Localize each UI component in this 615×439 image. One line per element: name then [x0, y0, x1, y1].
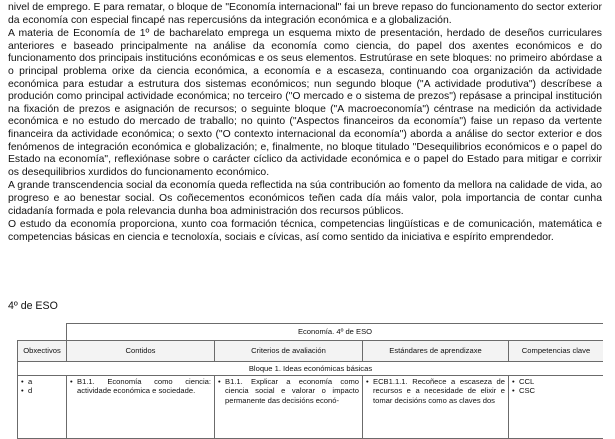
table-header-row — [18, 341, 604, 362]
competences-list — [512, 377, 600, 396]
block-title: Bloque 1. Ideas económicas básicas — [18, 362, 604, 376]
curriculum-table-wrapper — [17, 323, 603, 439]
criteria-list — [218, 377, 359, 405]
criteria-item: • B1.1. Explicar a economía como ciencia social e valorar o impacto permanente das decisións econó- — [218, 377, 359, 405]
header-competences: Competencias clave — [509, 341, 604, 362]
paragraph-bacharelato: A materia de Economía de 1º de bacharelato emprega un esquema mixto de presentación, herdado de deseños curriculares anteriores e baseado principalmente na análise da economía como ciencia, do papel dos axentes económicos e do funcionamento dos principais institucións económicas e os seus elementos. Estrutúrase en sete bloques: no primeiro abórdase a o principal problema orixe da ciencia económica, a economía e a escaseza, continuando coa organización da actividade económica para estudar a estrutura dos sistemas económicos; nun segundo bloque ("A actividade produtiva") descríbese a produción como principal actividade económica; no terceiro ("O mercado e o sistema de prezos") repásase a principal institución na fixación de prezos e asignación de recursos; o seguinte bloque ("A macroeconomía") céntrase na medición da actividade económica e no estudo do mercado de traballo; no quinto ("Aspectos financeiros da economía") faise un repaso da vertente financeira da actividade económica; o sexto ("O contexto internacional da economía") aborda a análise do sector exterior e dos fenómenos de integración económica e globalización; e, finalmente, no bloque titulado "Desequilibrios económicos e o papel do Estado na economía", reflexiónase sobre o carácter cíclico da actividade económica e o papel do Estado para mitigar e corrixir os desequilibrios xurdidos do funcionamento económico. — [8, 28, 602, 178]
content-item: • B1.1. Economía como ciencia: actividade económica e sociedade. — [70, 377, 211, 396]
cell-criteria — [215, 376, 363, 439]
table-block-row — [18, 362, 604, 376]
cell-standards — [363, 376, 509, 439]
header-objectives: Obxectivos — [18, 341, 67, 362]
header-contents: Contidos — [67, 341, 215, 362]
competence-item: • CSC — [512, 386, 600, 395]
competence-item: • CCL — [512, 377, 600, 386]
table-row — [18, 376, 604, 439]
header-criteria: Criterios de avaliación — [215, 341, 363, 362]
table-title-row — [18, 324, 604, 341]
header-standards: Estándares de aprendizaxe — [363, 341, 509, 362]
section-heading: 4º de ESO — [8, 300, 58, 312]
paragraph-social-relevance: A grande transcendencia social da economía queda reflectida na súa contribución ao fomento da mellora na calidade de vida, ao progreso e ao benestar social. Os coñecementos económicos teñen cada día máis valor, pola importancia de contar cunha cidadanía formada e pola relevancia dunha boa administración dos recursos públicos. — [8, 180, 602, 217]
contents-list — [70, 377, 211, 396]
table-title: Economía. 4º de ESO — [67, 324, 604, 341]
paragraph-competences: O estudo da economía proporciona, xunto coa formación técnica, competencias lingüísticas e de comunicación, matemática e competencias básicas en ciencia e tecnoloxía, sociais e cívicas, así como sentido da iniciativa e espírito emprendedor. — [8, 219, 602, 243]
objective-item: • d — [21, 386, 63, 395]
paragraph-intro-end: nivel de emprego. E para rematar, o bloque de "Economía internacional" fai un breve repaso do funcionamento do sector exterior da economía con especial fincapé nas repercusións da integración económica e a globalización. — [8, 2, 602, 26]
table-title-spacer — [18, 324, 67, 341]
body-text — [8, 2, 602, 244]
cell-objectives — [18, 376, 67, 439]
objectives-list — [21, 377, 63, 396]
cell-competences — [509, 376, 604, 439]
standards-list — [366, 377, 505, 405]
objective-item: • a — [21, 377, 63, 386]
standard-item: • ECB1.1.1. Recoñece a escaseza de recursos e a necesidade de elixir e tomar decisións como as claves dos — [366, 377, 505, 405]
curriculum-table — [17, 323, 603, 439]
cell-contents — [67, 376, 215, 439]
